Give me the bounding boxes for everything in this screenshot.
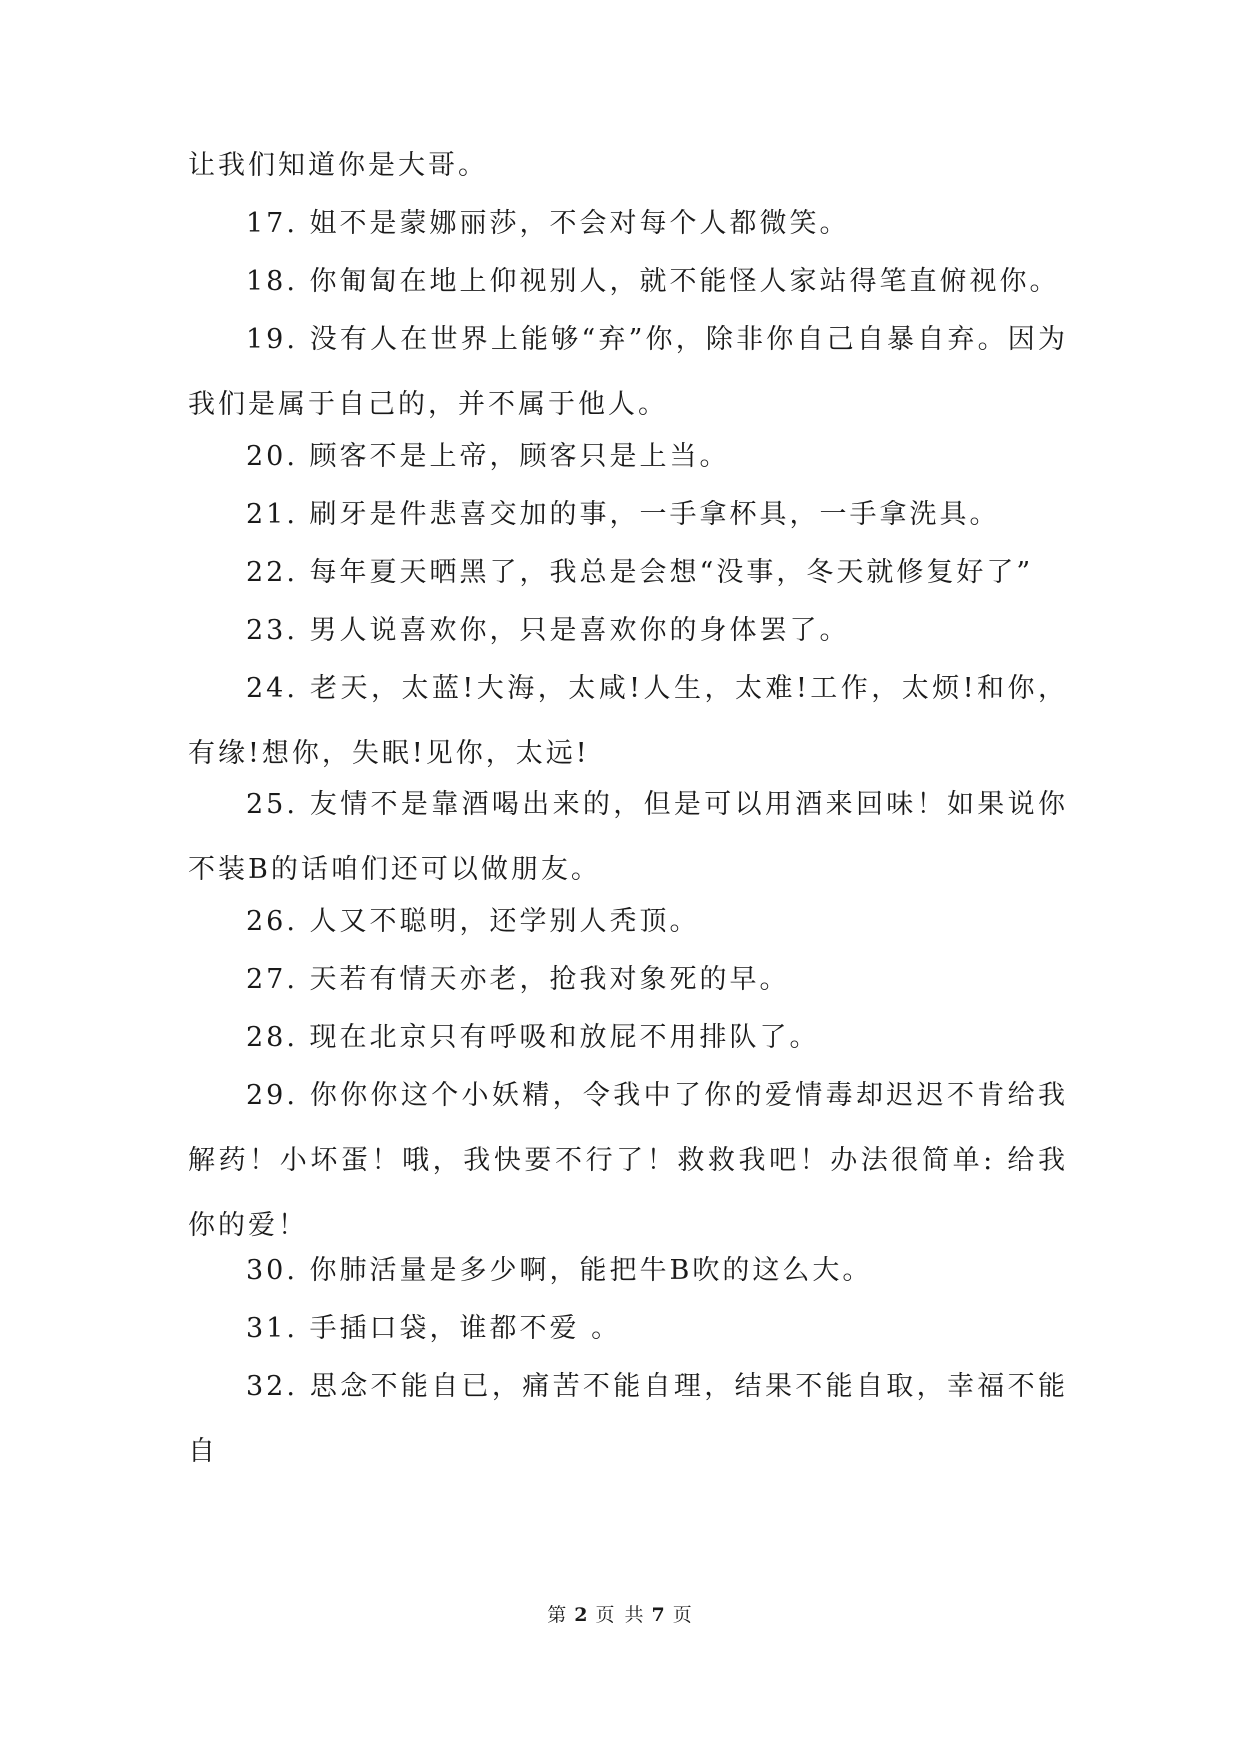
paragraph-27: 27. 天若有情天亦老，抢我对象死的早。 bbox=[246, 964, 790, 995]
paragraph-21: 21. 刷牙是件悲喜交加的事，一手拿杯具，一手拿洗具。 bbox=[246, 499, 1000, 530]
current-page-number: 2 bbox=[574, 1604, 590, 1626]
paragraph-19: 19. 没有人在世界上能够“弃”你，除非你自己自暴自弃。因为我们是属于自己的，并不属于他人。 bbox=[188, 324, 1068, 420]
paragraph-continuation: 让我们知道你是大哥。 bbox=[188, 150, 488, 181]
paragraph-24: 24. 老天，太蓝!大海，太咸!人生，太难!工作，太烦!和你，有缘!想你，失眠!见你，太远! bbox=[188, 673, 1068, 769]
paragraph-26: 26. 人又不聪明，还学别人秃顶。 bbox=[246, 906, 700, 937]
paragraph-31: 31. 手插口袋，谁都不爱 。 bbox=[246, 1313, 622, 1344]
paragraph-20: 20. 顾客不是上帝，顾客只是上当。 bbox=[246, 441, 730, 472]
total-pages-number: 7 bbox=[651, 1604, 667, 1626]
paragraph-22: 22. 每年夏天晒黑了，我总是会想“没事，冬天就修复好了” bbox=[246, 557, 1034, 588]
paragraph-32: 32. 思念不能自已，痛苦不能自理，结果不能自取，幸福不能自 bbox=[188, 1371, 1068, 1467]
page-footer bbox=[0, 1600, 1241, 1627]
paragraph-18: 18. 你匍匐在地上仰视别人，就不能怪人家站得笔直俯视你。 bbox=[246, 266, 1060, 297]
paragraph-28: 28. 现在北京只有呼吸和放屁不用排队了。 bbox=[246, 1022, 820, 1053]
footer-suffix: 页 bbox=[672, 1604, 694, 1626]
paragraph-25: 25. 友情不是靠酒喝出来的，但是可以用酒来回味！如果说你不装B的话咱们还可以做朋友。 bbox=[188, 789, 1068, 885]
paragraph-29: 29. 你你你这个小妖精，令我中了你的爱情毒却迟迟不肯给我解药！小坏蛋！哦，我快要不行了！救救我吧！办法很简单: 给我你的爱！ bbox=[188, 1080, 1068, 1241]
footer-prefix: 第 bbox=[547, 1604, 569, 1626]
footer-middle: 页 共 bbox=[595, 1604, 646, 1626]
paragraph-17: 17. 姐不是蒙娜丽莎，不会对每个人都微笑。 bbox=[246, 208, 850, 239]
paragraph-23: 23. 男人说喜欢你，只是喜欢你的身体罢了。 bbox=[246, 615, 850, 646]
paragraph-30: 30. 你肺活量是多少啊，能把牛B吹的这么大。 bbox=[246, 1255, 873, 1286]
